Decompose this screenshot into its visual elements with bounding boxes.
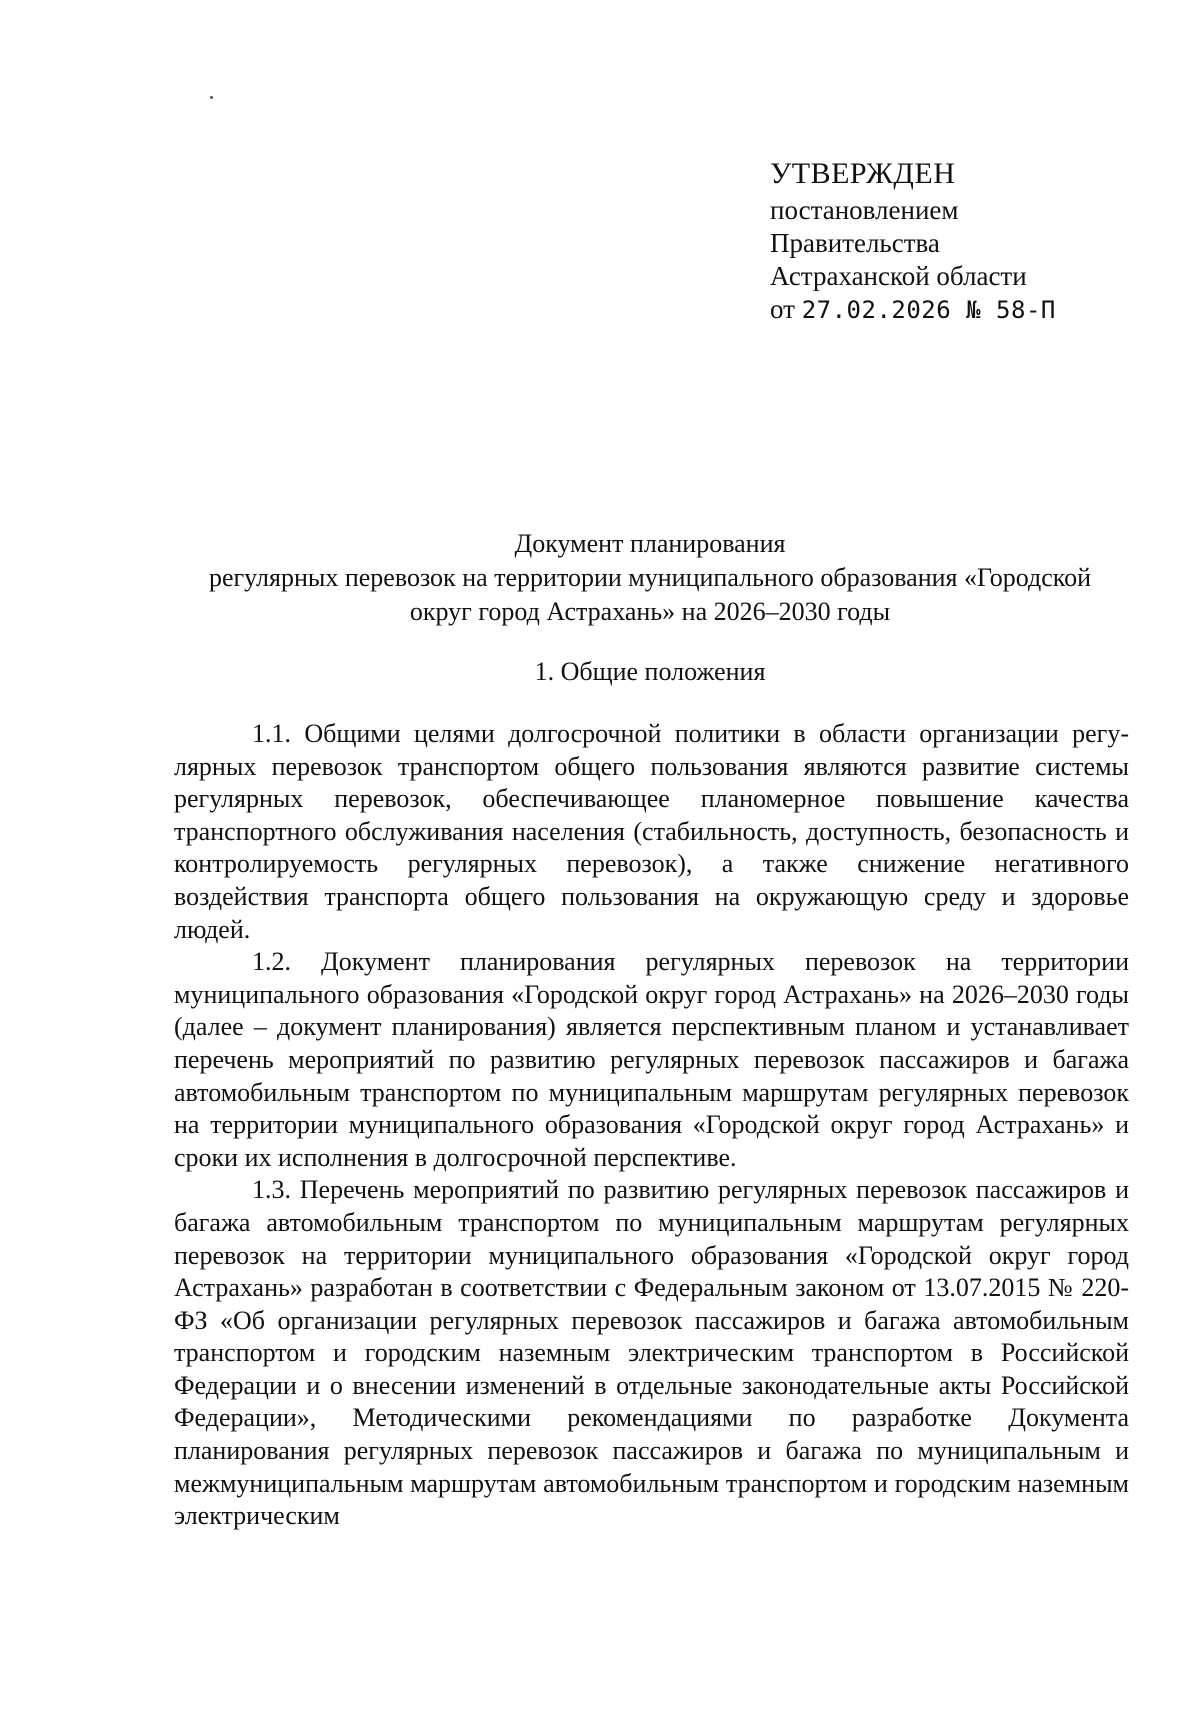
title-line-3: округ город Астрахань» на 2026–2030 годы	[409, 597, 891, 626]
approval-line-1: постановлением	[770, 195, 959, 225]
paragraph-1-2: 1.2. Документ планирования регулярных перевозок на территории муниципального образования «Городской округ город Астрахань» на 2026–2030 годы (далее – документ планирования) является перспективным планом и устанавливает перечень мероприятий по развитию регулярных перевозок пассажиров и багажа автомобильным транспортом по муниципальным маршрутам регулярных перевозок на территории муниципального образования «Городской округ город Астрахань» и сроки их исполнения в долгосрочной перспективе.	[174, 947, 1129, 1172]
approval-heading: УТВЕРЖДЕН	[770, 157, 956, 190]
approval-line-2: Правительства	[770, 228, 940, 258]
approval-block	[770, 156, 1100, 327]
approval-date-line	[770, 293, 1100, 327]
title-line-2: регулярных перевозок на территории муниципального образования «Городской	[208, 563, 1092, 592]
approval-date-prefix: от	[770, 294, 795, 324]
paragraph-1-3: 1.3. Перечень мероприятий по развитию регулярных перевозок пассажиров и багажа автомобильным транспортом по муниципальным маршрутам регулярных перевозок на территории муниципального образования «Городской округ город Астрахань» разработан в соответствии с Федеральным законом от 13.07.2015 № 220-ФЗ «Об организации регулярных перевозок пассажиров и багажа автомобильным транспортом и городским наземным электрическим транспортом в Российской Федерации и о внесении изменений в отдельные законодательные акты Российской Федерации», Методическими рекомендациями по разработке Документа планирования регулярных перевозок пассажиров и багажа по муниципальным и межмуниципальным маршрутам автомобильным транспортом и городским наземным электрическим	[174, 1175, 1129, 1531]
approval-line-3: Астраханской области	[770, 261, 1027, 291]
document-body	[174, 718, 1129, 1533]
approval-date-stamp: 27.02.2026 № 58-П	[801, 296, 1056, 324]
section-heading: 1. Общие положения	[534, 657, 766, 686]
scan-speck	[210, 96, 213, 99]
document-title	[170, 527, 1130, 629]
paragraph-1-1: 1.1. Общими целями долгосрочной политики в области организации регулярных перевозок транспортом общего пользования являются развитие системы регулярных перевозок, обеспечивающее планомерное повышение качества транспортного обслуживания населения (стабильность, доступность, безопасность и контролируемость регулярных перевозок), а также снижение негативного воздействия транспорта общего пользования на окружающую среду и здоровье людей.	[174, 719, 1129, 944]
title-line-1: Документ планирования	[514, 529, 786, 558]
